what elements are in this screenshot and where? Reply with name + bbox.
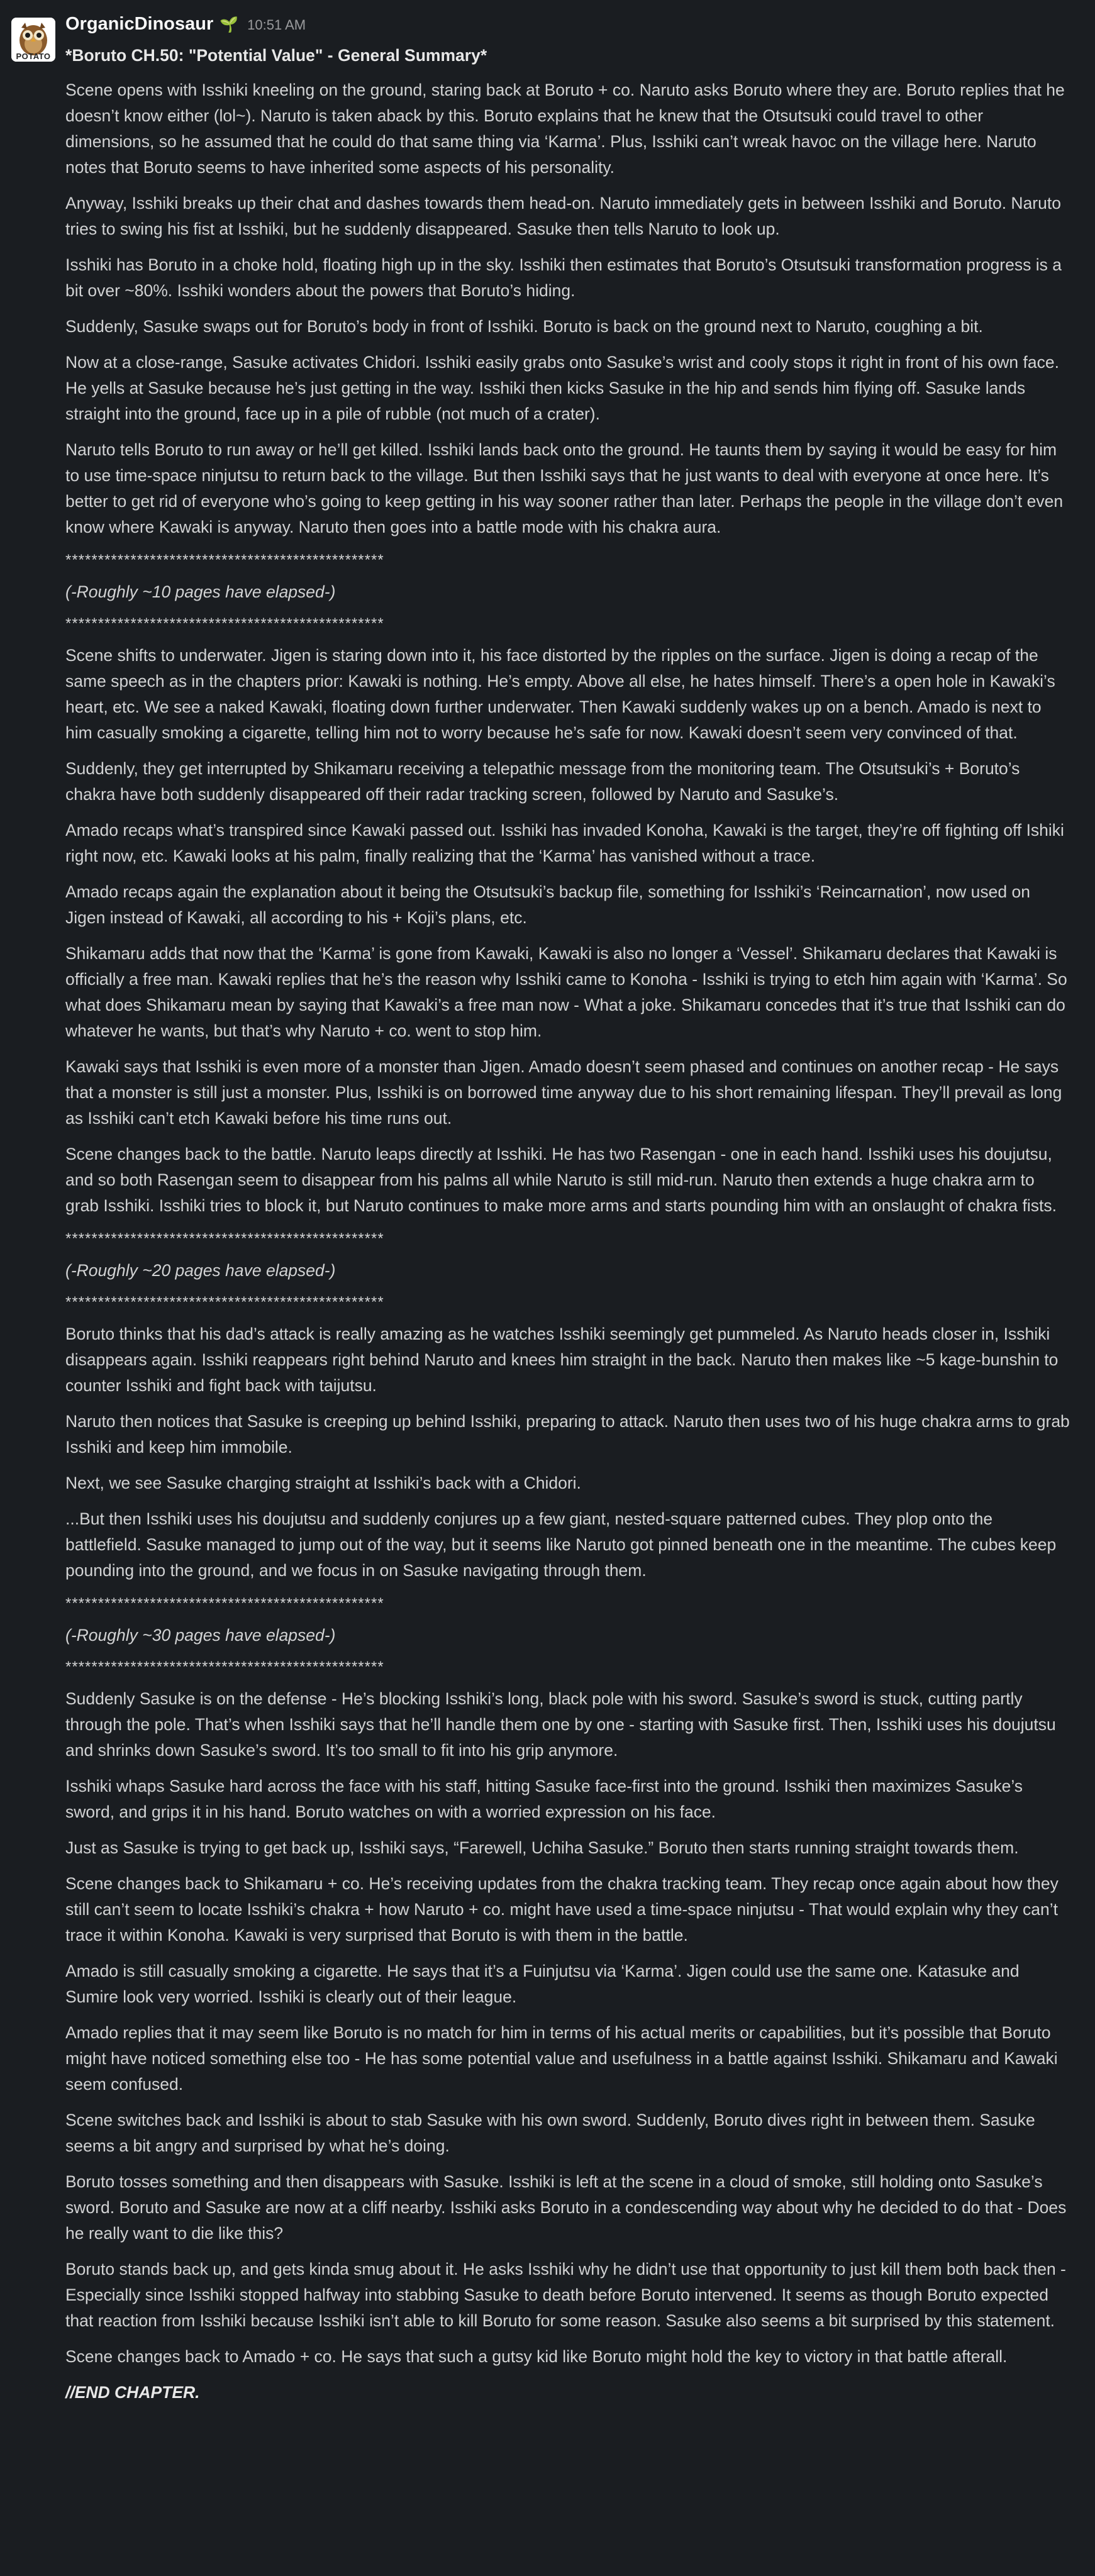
leaf-icon: 🌱 — [220, 16, 239, 33]
paragraph: Boruto tosses something and then disappears with Sasuke. Isshiki is left at the scene in a cloud of smoke, still holding onto Sasuke’s sword. Boruto and Sasuke are now at a cliff nearby. Isshiki asks Boruto in a condescending way about why he decided to do that - Does he really want to die like this? — [65, 2172, 1067, 2243]
separator: ************************************************* — [65, 1658, 384, 1675]
paragraph: Kawaki says that Isshiki is even more of a monster than Jigen. Amado doesn’t seem phased and continues on another recap - He says that a monster is still just a monster. Plus, Isshiki is on borrowed time anyway due to his short remaining lifespan. They’ll prevail as long as Isshiki can’t etch Kawaki before his time runs out. — [65, 1057, 1062, 1128]
paragraph: Amado is still casually smoking a cigarette. He says that it’s a Fuinjutsu via ‘Karma’. Jigen could use the same one. Katasuke and Sumire look very worried. Isshiki is clearly out of their league. — [65, 1962, 1020, 2006]
paragraph: Now at a close-range, Sasuke activates Chidori. Isshiki easily grabs onto Sasuke’s wrist and cooly stops it right in front of his own face. He yells at Sasuke because he’s just getting in the way. Isshiki then kicks Sasuke in the hip and sends him flying off. Sasuke lands straight into the ground, face up in a pile of rubble (not much of a crater). — [65, 353, 1059, 423]
avatar-caption: POTATO — [16, 52, 51, 61]
elapsed-note: (-Roughly ~20 pages have elapsed-) — [65, 1261, 336, 1280]
timestamp[interactable]: 10:51 AM — [247, 17, 306, 33]
paragraph: Naruto tells Boruto to run away or he’ll get killed. Isshiki lands back onto the ground. He taunts them by saying it would be easy for him to use time-space ninjutsu to return back to the village. But then Isshiki says that he just wants to deal with everyone at once here. It’s better to get rid of everyone who’s going to keep getting in his way sooner rather than later. Perhaps the people in the village don’t even know where Kawaki is anyway. Naruto then goes into a battle mode with his chakra aura. — [65, 440, 1064, 536]
end-chapter: //END CHAPTER. — [65, 2383, 200, 2402]
paragraph: Suddenly, they get interrupted by Shikamaru receiving a telepathic message from the monitoring team. The Otsutsuki’s + Boruto’s chakra have both suddenly disappeared off their radar tracking screen, followed by Naruto and Sasuke’s. — [65, 759, 1020, 804]
paragraph: Isshiki whaps Sasuke hard across the face with his staff, hitting Sasuke face-first into the ground. Isshiki then maximizes Sasuke’s sword, and grips it in his hand. Boruto watches on with a worried expression on his face. — [65, 1777, 1023, 1821]
summary-title: *Boruto CH.50: "Potential Value" - General Summary* — [65, 46, 487, 65]
paragraph: Scene changes back to the battle. Naruto leaps directly at Isshiki. He has two Rasengan - one in each hand. Isshiki uses his doujutsu, and so both Rasengan seem to disappear from his palms all while Naruto is still mid-run. Naruto then extends a huge chakra arm to grab Isshiki. Isshiki tries to block it, but Naruto continues to make more arms and starts pounding him with an onslaught of chakra fists. — [65, 1145, 1057, 1215]
message-header — [65, 14, 306, 35]
separator: ************************************************* — [65, 1230, 384, 1247]
paragraph: Naruto then notices that Sasuke is creeping up behind Isshiki, preparing to attack. Naruto then uses two of his huge chakra arms to grab Isshiki and keep him immobile. — [65, 1412, 1070, 1457]
paragraph: Amado recaps what’s transpired since Kawaki passed out. Isshiki has invaded Konoha, Kawaki is the target, they’re off fighting off Ishiki right now, etc. Kawaki looks at his palm, finally realizing that the ‘Karma’ has vanished without a trace. — [65, 821, 1064, 865]
paragraph: Boruto stands back up, and gets kinda smug about it. He asks Isshiki why he didn’t use that opportunity to just kill them both back then - Especially since Isshiki stopped halfway into stabbing Sasuke to death before Boruto intervened. It seems as though Boruto expected that reaction from Isshiki because Isshiki isn’t able to kill Boruto for some reason. Sasuke also seems a bit surprised by this statement. — [65, 2260, 1066, 2330]
paragraph: Scene changes back to Shikamaru + co. He’s receiving updates from the chakra tracking team. They recap once again about how they still can’t seem to locate Isshiki’s chakra + how Naruto + co. might have used a time-space ninjutsu - That would explain why they can’t trace it within Konoha. Kawaki is very surprised that Boruto is with them in the battle. — [65, 1874, 1059, 1945]
message-body — [65, 43, 1072, 2416]
paragraph: Scene switches back and Isshiki is about to stab Sasuke with his own sword. Suddenly, Boruto dives right in between them. Sasuke seems a bit angry and surprised by what he’s doing. — [65, 2111, 1035, 2155]
paragraph: Scene shifts to underwater. Jigen is staring down into it, his face distorted by the ripples on the surface. Jigen is doing a recap of the same speech as in the chapters prior: Kawaki is nothing. He’s empty. Above all else, he hates himself. There’s a open hole in Kawaki’s heart, etc. We see a naked Kawaki, floating down further underwater. Then Kawaki suddenly wakes up on a bench. Amado is next to him casually smoking a cigarette, telling him not to worry because he’s safe for now. Kawaki doesn’t seem very convinced of that. — [65, 646, 1055, 742]
separator: ************************************************* — [65, 552, 384, 569]
paragraph: Amado recaps again the explanation about it being the Otsutsuki’s backup file, something for Isshiki’s ‘Reincarnation’, now used on Jigen instead of Kawaki, all according to his + Koji’s plans, etc. — [65, 882, 1030, 927]
separator: ************************************************* — [65, 1595, 384, 1612]
paragraph: Boruto thinks that his dad’s attack is really amazing as he watches Isshiki seemingly get pummeled. As Naruto heads closer in, Isshiki disappears again. Isshiki reappears right behind Naruto and knees him straight in the back. Naruto then makes like ~5 kage-bunshin to counter Isshiki and fight back with taijutsu. — [65, 1324, 1059, 1395]
paragraph: Suddenly, Sasuke swaps out for Boruto’s body in front of Isshiki. Boruto is back on the ground next to Naruto, coughing a bit. — [65, 317, 983, 336]
separator: ************************************************* — [65, 1294, 384, 1311]
paragraph: Scene changes back to Amado + co. He says that such a gutsy kid like Boruto might hold the key to victory in that battle afterall. — [65, 2347, 1008, 2366]
paragraph: Just as Sasuke is trying to get back up, Isshiki says, “Farewell, Uchiha Sasuke.” Boruto then starts running straight towards them. — [65, 1838, 1019, 1857]
paragraph: Amado replies that it may seem like Boruto is no match for him in terms of his actual merits or capabilities, but it’s possible that Boruto might have noticed something else too - He has some potential value and usefulness in a battle against Isshiki. Shikamaru and Kawaki seem confused. — [65, 2023, 1058, 2094]
paragraph: Anyway, Isshiki breaks up their chat and dashes towards them head-on. Naruto immediately gets in between Isshiki and Boruto. Naruto tries to swing his fist at Isshiki, but he suddenly disappeared. Sasuke then tells Naruto to look up. — [65, 194, 1061, 238]
avatar[interactable] — [11, 18, 55, 62]
paragraph: ...But then Isshiki uses his doujutsu and suddenly conjures up a few giant, nested-square patterned cubes. They plop onto the battlefield. Sasuke managed to jump out of the way, but it seems like Naruto got pinned beneath one in the meantime. The cubes keep pounding into the ground, and we focus in on Sasuke navigating through them. — [65, 1509, 1057, 1580]
elapsed-note: (-Roughly ~10 pages have elapsed-) — [65, 582, 336, 601]
paragraph: Shikamaru adds that now that the ‘Karma’ is gone from Kawaki, Kawaki is also no longer a ‘Vessel’. Shikamaru declares that Kawaki is officially a free man. Kawaki replies that he’s the reason why Isshiki came to Konoha - Isshiki is trying to etch him again with ‘Karma’. So what does Shikamaru mean by saying that Kawaki’s a free man now - What a joke. Shikamaru concedes that it’s true that Isshiki can do whatever he wants, but that’s why Naruto + co. went to stop him. — [65, 944, 1067, 1040]
paragraph: Next, we see Sasuke charging straight at Isshiki’s back with a Chidori. — [65, 1474, 581, 1492]
paragraph: Isshiki has Boruto in a choke hold, floating high up in the sky. Isshiki then estimates that Boruto’s Otsutsuki transformation progress is a bit over ~80%. Isshiki wonders about the powers that Boruto’s hiding. — [65, 255, 1062, 300]
username[interactable]: OrganicDinosaur — [65, 14, 214, 34]
paragraph: Scene opens with Isshiki kneeling on the ground, staring back at Boruto + co. Naruto asks Boruto where they are. Boruto replies that he doesn’t know either (lol~). Naruto is taken aback by this. Boruto explains that he knew that the Otsutsuki could travel to other dimensions, so he assumed that he could do that same thing via ‘Karma’. Plus, Isshiki can’t wreak havoc on the village here. Naruto notes that Boruto seems to have inherited some aspects of his personality. — [65, 80, 1065, 177]
separator: ************************************************* — [65, 615, 384, 632]
paragraph: Suddenly Sasuke is on the defense - He’s blocking Isshiki’s long, black pole with his sword. Sasuke’s sword is stuck, cutting partly through the pole. That’s when Isshiki says that he’ll handle them one by one - starting with Sasuke first. Then, Isshiki uses his doujutsu and shrinks down Sasuke’s sword. It’s too small to fit into his grip anymore. — [65, 1689, 1056, 1760]
elapsed-note: (-Roughly ~30 pages have elapsed-) — [65, 1626, 336, 1645]
